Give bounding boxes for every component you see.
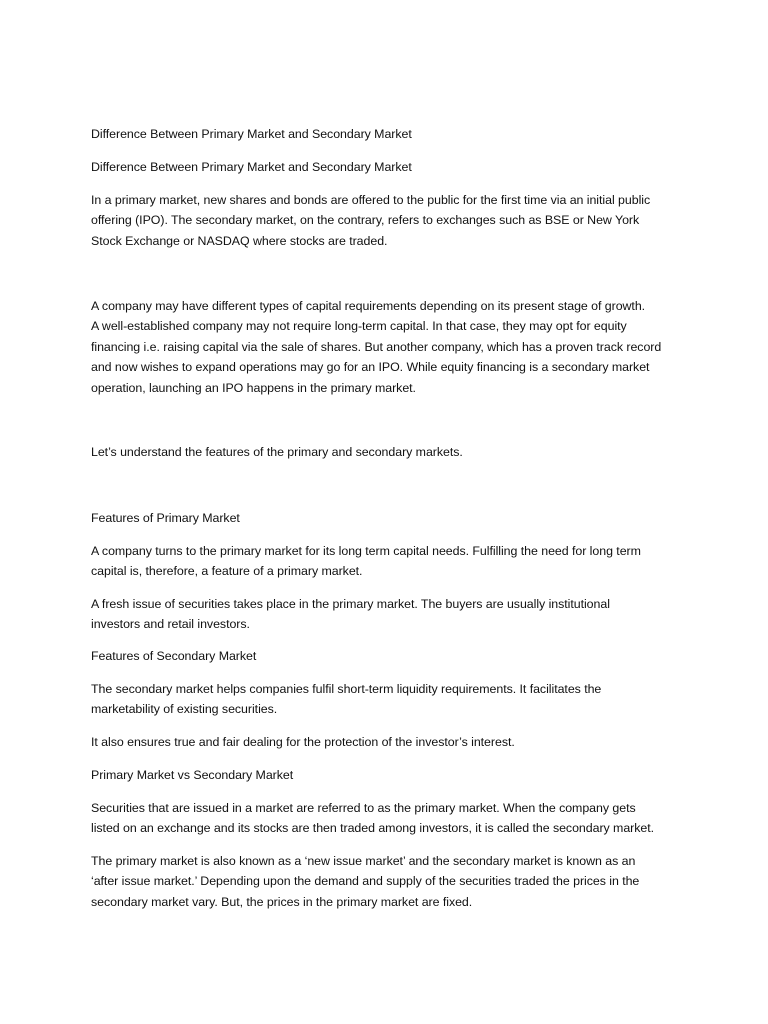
paragraph-line: Stock Exchange or NASDAQ where stocks are traded. [91, 233, 388, 248]
paragraph-line: The secondary market helps companies fulfil short-term liquidity requirements. It facilitates the [91, 682, 602, 696]
paragraph-line: investors and retail investors. [91, 617, 250, 632]
paragraph-line: ‘after issue market.’ Depending upon the demand and supply of the securities traded the prices in the [91, 874, 640, 889]
paragraph-line: marketability of existing securities. [91, 702, 278, 717]
document-title-text: Difference Between Primary Market and Secondary Market [91, 127, 412, 141]
document-heading [91, 157, 691, 177]
paragraph-line: A fresh issue of securities takes place in the primary market. The buyers are usually institutional [91, 597, 610, 611]
secondary-features-paragraph-1 [91, 679, 691, 720]
section-heading: Primary Market vs Secondary Market [91, 768, 294, 782]
vs-section-paragraph-2 [91, 851, 691, 912]
paragraph-line: and now wishes to expand operations may go for an IPO. While equity financing is a secondary market [91, 360, 650, 375]
paragraph-line: It also ensures true and fair dealing for the protection of the investor’s interest. [91, 735, 515, 749]
primary-features-heading [91, 508, 691, 528]
primary-features-paragraph-1 [91, 541, 691, 582]
paragraph-line: The primary market is also known as a ‘new issue market’ and the secondary market is known as an [91, 854, 636, 868]
capital-requirements-paragraph [91, 296, 691, 398]
secondary-features-paragraph-2 [91, 732, 691, 752]
paragraph-line: secondary market vary. But, the prices in the primary market are fixed. [91, 894, 473, 909]
paragraph-line: financing i.e. raising capital via the sale of shares. But another company, which has a proven track record [91, 339, 662, 354]
paragraph-line: capital is, therefore, a feature of a primary market. [91, 564, 363, 579]
section-heading: Features of Primary Market [91, 511, 240, 525]
vs-section-paragraph-1 [91, 798, 691, 839]
document-title [91, 124, 691, 144]
intro-paragraph [91, 190, 691, 251]
paragraph-line: A company turns to the primary market for its long term capital needs. Fulfilling the need for long term [91, 544, 641, 558]
paragraph-line: operation, launching an IPO happens in the primary market. [91, 380, 416, 395]
lets-understand-paragraph [91, 442, 691, 462]
document-heading-text: Difference Between Primary Market and Secondary Market [91, 160, 412, 174]
paragraph-line: Securities that are issued in a market are referred to as the primary market. When the company gets [91, 801, 636, 815]
paragraph-line: offering (IPO). The secondary market, on the contrary, refers to exchanges such as BSE or New York [91, 213, 640, 228]
paragraph-line: A company may have different types of capital requirements depending on its present stage of growth. [91, 299, 646, 313]
paragraph-line: A well-established company may not require long-term capital. In that case, they may opt for equity [91, 319, 627, 334]
vs-section-heading [91, 765, 691, 785]
primary-features-paragraph-2 [91, 594, 691, 635]
secondary-features-heading [91, 646, 691, 666]
paragraph-line: Let’s understand the features of the primary and secondary markets. [91, 445, 463, 459]
paragraph-line: In a primary market, new shares and bonds are offered to the public for the first time via an initial public [91, 193, 651, 207]
paragraph-line: listed on an exchange and its stocks are then traded among investors, it is called the secondary market. [91, 821, 655, 836]
section-heading: Features of Secondary Market [91, 649, 257, 663]
